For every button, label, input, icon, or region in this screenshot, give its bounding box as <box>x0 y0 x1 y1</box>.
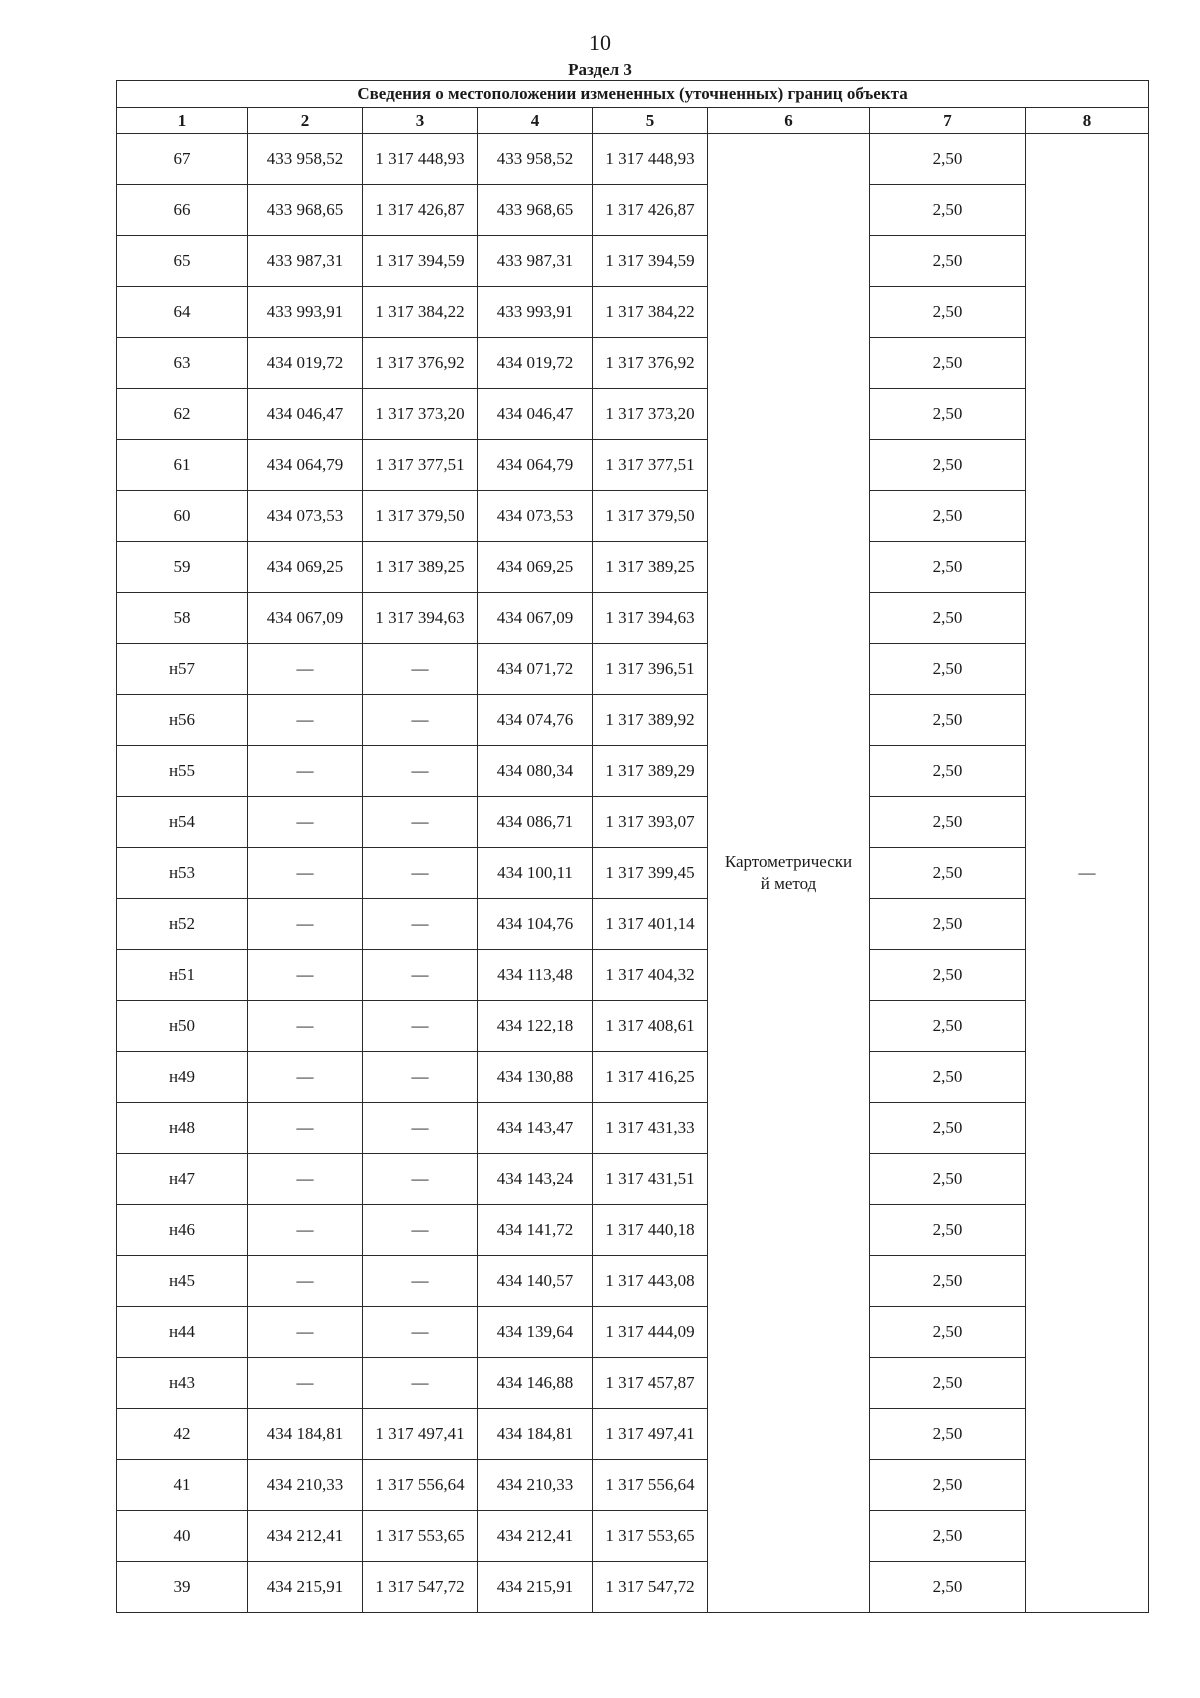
y-refined-cell: 1 317 426,87 <box>593 185 708 236</box>
point-number-cell: н53 <box>117 848 248 899</box>
x-existing-cell: — <box>248 1001 363 1052</box>
point-number-cell: н49 <box>117 1052 248 1103</box>
point-number-cell: н50 <box>117 1001 248 1052</box>
x-refined-cell: 434 086,71 <box>478 797 593 848</box>
table-row <box>117 695 1149 746</box>
table-row <box>117 440 1149 491</box>
point-number-cell: 59 <box>117 542 248 593</box>
y-existing-cell: 1 317 394,63 <box>363 593 478 644</box>
y-existing-cell: 1 317 373,20 <box>363 389 478 440</box>
column-8-cell: — <box>1026 134 1149 1613</box>
y-refined-cell: 1 317 379,50 <box>593 491 708 542</box>
x-existing-cell: 434 210,33 <box>248 1460 363 1511</box>
y-refined-cell: 1 317 431,33 <box>593 1103 708 1154</box>
x-existing-cell: — <box>248 746 363 797</box>
point-number-cell: 60 <box>117 491 248 542</box>
y-refined-cell: 1 317 443,08 <box>593 1256 708 1307</box>
y-refined-cell: 1 317 376,92 <box>593 338 708 389</box>
x-existing-cell: — <box>248 848 363 899</box>
table-row <box>117 185 1149 236</box>
y-refined-cell: 1 317 394,63 <box>593 593 708 644</box>
accuracy-cell: 2,50 <box>870 746 1026 797</box>
y-existing-cell: — <box>363 1052 478 1103</box>
accuracy-cell: 2,50 <box>870 950 1026 1001</box>
point-number-cell: н56 <box>117 695 248 746</box>
column-number-row <box>117 108 1149 134</box>
x-existing-cell: 434 064,79 <box>248 440 363 491</box>
point-number-cell: н47 <box>117 1154 248 1205</box>
table-row <box>117 542 1149 593</box>
x-refined-cell: 434 184,81 <box>478 1409 593 1460</box>
table-row <box>117 134 1149 185</box>
column-number: 5 <box>593 108 708 134</box>
y-refined-cell: 1 317 408,61 <box>593 1001 708 1052</box>
accuracy-cell: 2,50 <box>870 287 1026 338</box>
table-caption-row <box>117 81 1149 108</box>
x-existing-cell: — <box>248 1103 363 1154</box>
y-refined-cell: 1 317 448,93 <box>593 134 708 185</box>
x-existing-cell: 434 184,81 <box>248 1409 363 1460</box>
y-existing-cell: 1 317 497,41 <box>363 1409 478 1460</box>
x-existing-cell: 434 019,72 <box>248 338 363 389</box>
accuracy-cell: 2,50 <box>870 236 1026 287</box>
y-existing-cell: 1 317 448,93 <box>363 134 478 185</box>
table-row <box>117 1103 1149 1154</box>
table-row <box>117 1511 1149 1562</box>
y-refined-cell: 1 317 444,09 <box>593 1307 708 1358</box>
y-refined-cell: 1 317 393,07 <box>593 797 708 848</box>
point-number-cell: н46 <box>117 1205 248 1256</box>
y-refined-cell: 1 317 556,64 <box>593 1460 708 1511</box>
y-existing-cell: — <box>363 1103 478 1154</box>
y-existing-cell: — <box>363 1358 478 1409</box>
x-refined-cell: 434 064,79 <box>478 440 593 491</box>
table-caption: Сведения о местоположении измененных (уточненных) границ объекта <box>117 81 1149 108</box>
column-number: 2 <box>248 108 363 134</box>
y-existing-cell: — <box>363 1256 478 1307</box>
x-refined-cell: 434 069,25 <box>478 542 593 593</box>
accuracy-cell: 2,50 <box>870 1409 1026 1460</box>
y-existing-cell: 1 317 377,51 <box>363 440 478 491</box>
accuracy-cell: 2,50 <box>870 644 1026 695</box>
accuracy-cell: 2,50 <box>870 797 1026 848</box>
x-existing-cell: 433 968,65 <box>248 185 363 236</box>
point-number-cell: 42 <box>117 1409 248 1460</box>
point-number-cell: н48 <box>117 1103 248 1154</box>
accuracy-cell: 2,50 <box>870 542 1026 593</box>
x-refined-cell: 433 968,65 <box>478 185 593 236</box>
y-existing-cell: — <box>363 1154 478 1205</box>
x-existing-cell: — <box>248 695 363 746</box>
accuracy-cell: 2,50 <box>870 491 1026 542</box>
point-number-cell: 62 <box>117 389 248 440</box>
point-number-cell: н45 <box>117 1256 248 1307</box>
accuracy-cell: 2,50 <box>870 1562 1026 1613</box>
x-refined-cell: 434 215,91 <box>478 1562 593 1613</box>
x-refined-cell: 433 987,31 <box>478 236 593 287</box>
x-existing-cell: 434 046,47 <box>248 389 363 440</box>
table-row <box>117 1001 1149 1052</box>
y-existing-cell: — <box>363 695 478 746</box>
x-refined-cell: 434 146,88 <box>478 1358 593 1409</box>
x-refined-cell: 434 210,33 <box>478 1460 593 1511</box>
accuracy-cell: 2,50 <box>870 1511 1026 1562</box>
point-number-cell: н44 <box>117 1307 248 1358</box>
x-refined-cell: 434 073,53 <box>478 491 593 542</box>
y-refined-cell: 1 317 416,25 <box>593 1052 708 1103</box>
y-refined-cell: 1 317 497,41 <box>593 1409 708 1460</box>
point-number-cell: 64 <box>117 287 248 338</box>
table-row <box>117 1409 1149 1460</box>
table-row <box>117 1052 1149 1103</box>
x-existing-cell: 434 215,91 <box>248 1562 363 1613</box>
point-number-cell: 41 <box>117 1460 248 1511</box>
x-existing-cell: — <box>248 1052 363 1103</box>
y-existing-cell: 1 317 394,59 <box>363 236 478 287</box>
table-row <box>117 593 1149 644</box>
column-number: 7 <box>870 108 1026 134</box>
x-existing-cell: — <box>248 797 363 848</box>
x-refined-cell: 434 143,24 <box>478 1154 593 1205</box>
point-number-cell: 66 <box>117 185 248 236</box>
x-existing-cell: — <box>248 1307 363 1358</box>
y-refined-cell: 1 317 389,92 <box>593 695 708 746</box>
x-existing-cell: 434 212,41 <box>248 1511 363 1562</box>
table-row <box>117 389 1149 440</box>
point-number-cell: н57 <box>117 644 248 695</box>
table-row <box>117 797 1149 848</box>
x-refined-cell: 434 122,18 <box>478 1001 593 1052</box>
y-refined-cell: 1 317 384,22 <box>593 287 708 338</box>
y-refined-cell: 1 317 399,45 <box>593 848 708 899</box>
x-refined-cell: 434 113,48 <box>478 950 593 1001</box>
x-refined-cell: 434 074,76 <box>478 695 593 746</box>
table-row <box>117 848 1149 899</box>
column-number: 4 <box>478 108 593 134</box>
accuracy-cell: 2,50 <box>870 593 1026 644</box>
x-refined-cell: 434 071,72 <box>478 644 593 695</box>
y-existing-cell: — <box>363 950 478 1001</box>
table-row <box>117 1256 1149 1307</box>
x-existing-cell: 433 987,31 <box>248 236 363 287</box>
accuracy-cell: 2,50 <box>870 1256 1026 1307</box>
table-body <box>117 81 1149 1613</box>
accuracy-cell: 2,50 <box>870 848 1026 899</box>
x-refined-cell: 434 130,88 <box>478 1052 593 1103</box>
table-row <box>117 338 1149 389</box>
x-existing-cell: 434 067,09 <box>248 593 363 644</box>
x-refined-cell: 434 080,34 <box>478 746 593 797</box>
accuracy-cell: 2,50 <box>870 1205 1026 1256</box>
x-existing-cell: 433 958,52 <box>248 134 363 185</box>
y-refined-cell: 1 317 396,51 <box>593 644 708 695</box>
table-row <box>117 491 1149 542</box>
table-row <box>117 1154 1149 1205</box>
table-row <box>117 950 1149 1001</box>
point-number-cell: 63 <box>117 338 248 389</box>
boundary-coordinates-table <box>116 80 1149 1613</box>
x-refined-cell: 434 139,64 <box>478 1307 593 1358</box>
y-existing-cell: — <box>363 1205 478 1256</box>
accuracy-cell: 2,50 <box>870 185 1026 236</box>
x-existing-cell: — <box>248 1154 363 1205</box>
y-existing-cell: 1 317 553,65 <box>363 1511 478 1562</box>
x-refined-cell: 434 140,57 <box>478 1256 593 1307</box>
accuracy-cell: 2,50 <box>870 338 1026 389</box>
column-number: 8 <box>1026 108 1149 134</box>
x-refined-cell: 433 958,52 <box>478 134 593 185</box>
accuracy-cell: 2,50 <box>870 1052 1026 1103</box>
x-refined-cell: 434 100,11 <box>478 848 593 899</box>
accuracy-cell: 2,50 <box>870 1103 1026 1154</box>
x-refined-cell: 433 993,91 <box>478 287 593 338</box>
y-existing-cell: 1 317 379,50 <box>363 491 478 542</box>
accuracy-cell: 2,50 <box>870 440 1026 491</box>
table-row <box>117 899 1149 950</box>
point-number-cell: н51 <box>117 950 248 1001</box>
x-existing-cell: — <box>248 644 363 695</box>
column-number: 1 <box>117 108 248 134</box>
table-row <box>117 1562 1149 1613</box>
page-number: 10 <box>589 30 611 55</box>
table-row <box>117 1307 1149 1358</box>
y-refined-cell: 1 317 401,14 <box>593 899 708 950</box>
accuracy-cell: 2,50 <box>870 389 1026 440</box>
x-existing-cell: 434 073,53 <box>248 491 363 542</box>
y-existing-cell: 1 317 384,22 <box>363 287 478 338</box>
x-refined-cell: 434 046,47 <box>478 389 593 440</box>
table-row <box>117 1358 1149 1409</box>
y-existing-cell: — <box>363 899 478 950</box>
y-existing-cell: — <box>363 797 478 848</box>
section-title: Раздел 3 <box>568 60 632 79</box>
y-existing-cell: 1 317 556,64 <box>363 1460 478 1511</box>
x-existing-cell: — <box>248 1256 363 1307</box>
x-existing-cell: — <box>248 1205 363 1256</box>
y-refined-cell: 1 317 547,72 <box>593 1562 708 1613</box>
y-refined-cell: 1 317 431,51 <box>593 1154 708 1205</box>
y-existing-cell: 1 317 547,72 <box>363 1562 478 1613</box>
y-existing-cell: 1 317 376,92 <box>363 338 478 389</box>
accuracy-cell: 2,50 <box>870 134 1026 185</box>
x-refined-cell: 434 141,72 <box>478 1205 593 1256</box>
accuracy-cell: 2,50 <box>870 1154 1026 1205</box>
y-refined-cell: 1 317 389,29 <box>593 746 708 797</box>
y-existing-cell: 1 317 389,25 <box>363 542 478 593</box>
y-refined-cell: 1 317 389,25 <box>593 542 708 593</box>
point-number-cell: н54 <box>117 797 248 848</box>
x-existing-cell: — <box>248 1358 363 1409</box>
x-existing-cell: — <box>248 950 363 1001</box>
point-number-cell: 61 <box>117 440 248 491</box>
table-row <box>117 287 1149 338</box>
x-refined-cell: 434 104,76 <box>478 899 593 950</box>
table-row <box>117 1460 1149 1511</box>
y-refined-cell: 1 317 553,65 <box>593 1511 708 1562</box>
accuracy-cell: 2,50 <box>870 1001 1026 1052</box>
table-row <box>117 644 1149 695</box>
x-refined-cell: 434 143,47 <box>478 1103 593 1154</box>
y-existing-cell: — <box>363 848 478 899</box>
table-row <box>117 236 1149 287</box>
point-number-cell: 40 <box>117 1511 248 1562</box>
column-number: 6 <box>708 108 870 134</box>
table-row <box>117 1205 1149 1256</box>
y-existing-cell: — <box>363 1001 478 1052</box>
column-number: 3 <box>363 108 478 134</box>
point-number-cell: 39 <box>117 1562 248 1613</box>
accuracy-cell: 2,50 <box>870 695 1026 746</box>
accuracy-cell: 2,50 <box>870 899 1026 950</box>
y-refined-cell: 1 317 377,51 <box>593 440 708 491</box>
table-row <box>117 746 1149 797</box>
y-refined-cell: 1 317 373,20 <box>593 389 708 440</box>
point-number-cell: н52 <box>117 899 248 950</box>
point-number-cell: н55 <box>117 746 248 797</box>
y-existing-cell: — <box>363 644 478 695</box>
x-existing-cell: — <box>248 899 363 950</box>
y-refined-cell: 1 317 404,32 <box>593 950 708 1001</box>
x-refined-cell: 434 067,09 <box>478 593 593 644</box>
method-line-1: Картометрически <box>724 852 853 871</box>
point-number-cell: 65 <box>117 236 248 287</box>
x-refined-cell: 434 212,41 <box>478 1511 593 1562</box>
method-line-2: й метод <box>760 874 817 893</box>
accuracy-cell: 2,50 <box>870 1460 1026 1511</box>
accuracy-cell: 2,50 <box>870 1358 1026 1409</box>
x-refined-cell: 434 019,72 <box>478 338 593 389</box>
y-refined-cell: 1 317 457,87 <box>593 1358 708 1409</box>
y-existing-cell: — <box>363 1307 478 1358</box>
y-refined-cell: 1 317 440,18 <box>593 1205 708 1256</box>
point-number-cell: 58 <box>117 593 248 644</box>
x-existing-cell: 433 993,91 <box>248 287 363 338</box>
x-existing-cell: 434 069,25 <box>248 542 363 593</box>
y-existing-cell: — <box>363 746 478 797</box>
point-number-cell: 67 <box>117 134 248 185</box>
point-number-cell: н43 <box>117 1358 248 1409</box>
y-existing-cell: 1 317 426,87 <box>363 185 478 236</box>
accuracy-cell: 2,50 <box>870 1307 1026 1358</box>
y-refined-cell: 1 317 394,59 <box>593 236 708 287</box>
determination-method-cell <box>708 134 870 1613</box>
